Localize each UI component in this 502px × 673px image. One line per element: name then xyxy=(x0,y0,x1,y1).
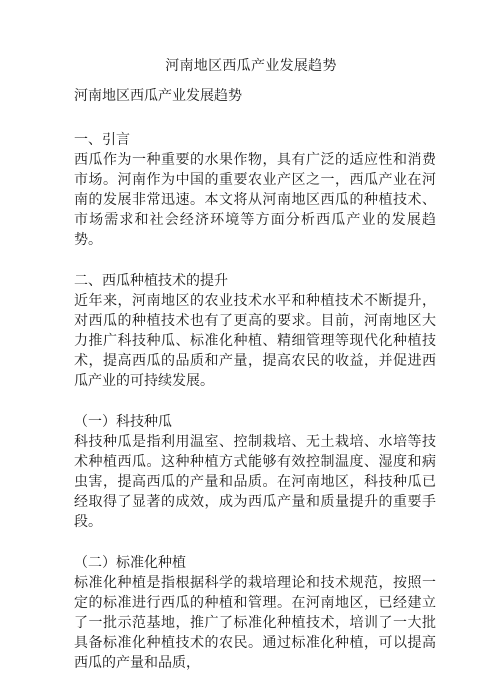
section-heading-tech-planting: （一）科技种瓜 xyxy=(74,414,172,430)
section-body-tech-planting: 科技种瓜是指利用温室、控制栽培、无土栽培、水培等技术种植西瓜。这种种植方式能够有效控制温度、湿度和病虫害，提高西瓜的产量和品质。在河南地区，科技种瓜已经取得了显著的成效，成为西瓜产量和质量提升的重要手段。 xyxy=(74,434,436,530)
section-body-introduction: 西瓜作为一种重要的水果作物，具有广泛的适应性和消费市场。河南作为中国的重要农业产区之一，西瓜产业在河南的发展非常迅速。本文将从河南地区西瓜的种植技术、市场需求和社会经济环境等方面分析西瓜产业的发展趋势。 xyxy=(74,152,436,248)
section-body-standardized-planting: 标准化种植是指根据科学的栽培理论和技术规范，按照一定的标准进行西瓜的种植和管理。在河南地区，已经建立了一批示范基地，推广了标准化种植技术，培训了一大批具备标准化种植技术的农民。通过标准化种植，可以提高西瓜的产量和品质， xyxy=(74,575,436,671)
section-body-planting-technology: 近年来，河南地区的农业技术水平和种植技术不断提升，对西瓜的种植技术也有了更高的要求。目前，河南地区大力推广科技种瓜、标准化种植、精细管理等现代化种植技术，提高西瓜的品质和产量，提高农民的收益，并促进西瓜产业的可持续发展。 xyxy=(74,293,436,389)
document-title: 河南地区西瓜产业发展趋势 xyxy=(165,58,337,74)
section-heading-introduction: 一、引言 xyxy=(74,132,130,148)
section-heading-planting-technology: 二、西瓜种植技术的提升 xyxy=(74,273,228,289)
document-subtitle: 河南地区西瓜产业发展趋势 xyxy=(74,88,242,104)
section-heading-standardized-planting: （二）标准化种植 xyxy=(74,555,186,571)
